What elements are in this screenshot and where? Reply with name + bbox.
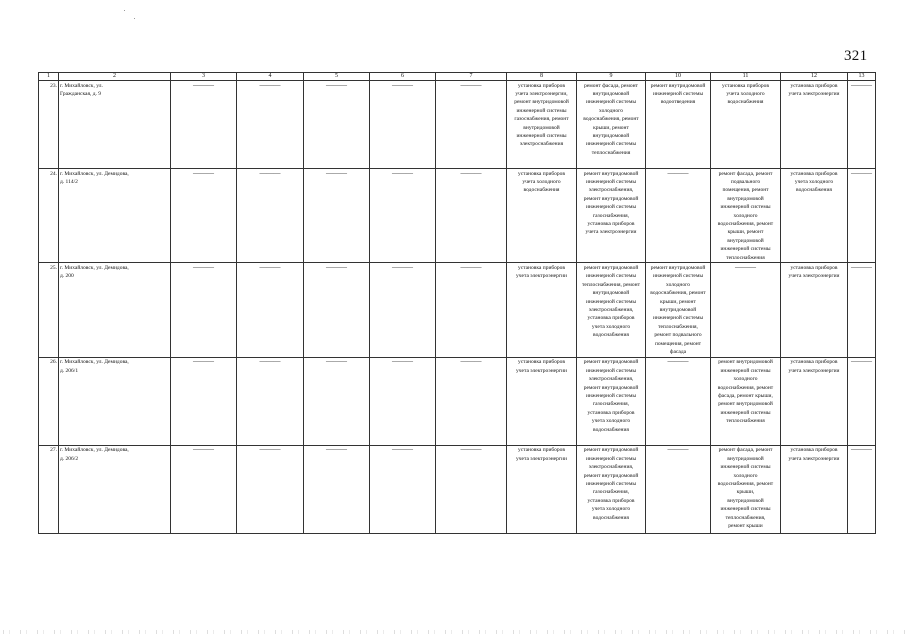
- column-number-cell: 7: [436, 73, 507, 81]
- empty-dash-cell: ———: [171, 263, 237, 357]
- cell-text-line: инженерной системы: [720, 367, 771, 374]
- cell-text-line: помещения, ремонт: [654, 340, 702, 347]
- cell-text-line: водоснабжения, ремонт: [583, 116, 639, 123]
- cell-text-line: инженерной системы: [720, 506, 771, 513]
- cell-text-line: внутридомовой: [659, 307, 697, 313]
- cell-text-line: газоснабжения, ремонт: [514, 116, 569, 123]
- cell-text-line: инженерной системы: [585, 298, 637, 305]
- cell-text-line: г. Михайловск, ул. Демидова,: [60, 170, 129, 177]
- table-row: [39, 263, 876, 357]
- cell-text-line: инженерной системы: [585, 393, 637, 400]
- work-type-cell: [577, 445, 646, 533]
- cell-text-line: внутридомовой: [727, 497, 764, 504]
- empty-dash-cell: ———: [646, 169, 711, 263]
- cell-text-line: г. Михайловск, ул. Демидова,: [60, 447, 129, 454]
- work-type-cell: [507, 263, 577, 357]
- column-number-cell: 8: [507, 73, 577, 81]
- empty-dash-cell: ———: [370, 169, 436, 263]
- work-type-cell: [781, 169, 848, 263]
- cell-text-line: установка приборов: [517, 82, 566, 89]
- empty-dash-cell: ———: [370, 357, 436, 445]
- cell-text-line: д. 200: [60, 273, 74, 280]
- cell-text-line: электроснабжения,: [588, 307, 634, 313]
- page-number: 321: [844, 48, 868, 64]
- work-type-cell: [577, 169, 646, 263]
- empty-dash-cell: ———: [370, 445, 436, 533]
- cell-text-line: подвального: [730, 178, 761, 185]
- cell-text-line: установка приборов: [587, 315, 635, 322]
- column-number-row: [39, 73, 876, 81]
- cell-text-line: теплоснабжения: [726, 254, 765, 261]
- address-cell: [59, 169, 171, 263]
- cell-text-line: газоснабжения,: [592, 489, 630, 496]
- empty-dash-cell: ———: [436, 357, 507, 445]
- column-number-cell: 9: [577, 73, 646, 81]
- empty-dash-cell: ———: [436, 169, 507, 263]
- empty-dash-cell: ———: [171, 81, 237, 169]
- empty-dash-cell: ———: [646, 357, 711, 445]
- work-type-cell: [577, 263, 646, 357]
- cell-text-line: водоснабжения: [727, 99, 764, 106]
- cell-text-line: электроснабжения,: [588, 376, 634, 383]
- empty-dash-cell: ———: [848, 263, 876, 357]
- scan-edge-noise: [0, 630, 905, 634]
- cell-text-line: теплоснабжения: [726, 418, 765, 425]
- table-row: [39, 169, 876, 263]
- cell-text-line: инженерной системы: [585, 204, 637, 211]
- cell-text-line: учета холодного: [726, 90, 765, 97]
- cell-text-line: ремонт фасада, ремонт: [718, 447, 773, 454]
- cell-text-line: ремонт фасада, ремонт: [584, 82, 638, 89]
- cell-text-line: ремонт внутридомовой: [583, 359, 639, 366]
- cell-text-line: водоснабжения: [593, 514, 629, 521]
- column-number-cell: 10: [646, 73, 711, 81]
- empty-dash-cell: ———: [237, 169, 304, 263]
- cell-text-line: ремонт внутридомовой: [583, 384, 639, 391]
- cell-text-line: помещения, ремонт: [722, 187, 769, 194]
- work-type-cell: [646, 263, 711, 357]
- cell-text-line: фасада: [669, 349, 687, 356]
- cell-text-line: ремонт внутридомовой: [583, 195, 639, 202]
- cell-text-line: водоснабжения, ремонт: [717, 481, 774, 488]
- work-type-cell: [507, 81, 577, 169]
- cell-text-line: д. 206/2: [60, 455, 79, 462]
- cell-text-line: внутридомовой: [727, 455, 764, 462]
- scan-artifact: [134, 18, 135, 19]
- work-type-cell: [781, 445, 848, 533]
- cell-text-line: внутридомовой: [523, 124, 560, 131]
- work-type-cell: [711, 169, 781, 263]
- cell-text-line: газоснабжения,: [592, 212, 630, 219]
- cell-text-line: инженерной системы: [585, 367, 637, 374]
- cell-text-line: водоснабжения: [593, 426, 629, 433]
- cell-text-line: инженерной системы: [516, 107, 567, 114]
- work-plan-table: [38, 72, 876, 534]
- empty-dash-cell: ———: [171, 445, 237, 533]
- work-type-cell: [646, 81, 711, 169]
- cell-text-line: холодного: [733, 212, 758, 219]
- cell-text-line: холодного: [599, 107, 623, 114]
- cell-text-line: инженерной системы: [585, 178, 637, 185]
- work-type-cell: [507, 357, 577, 445]
- cell-text-line: инженерной системы: [585, 141, 637, 148]
- empty-dash-cell: ———: [436, 263, 507, 357]
- table-row: [39, 357, 876, 445]
- cell-text-line: учета электроэнергии: [788, 273, 840, 280]
- work-type-cell: [781, 263, 848, 357]
- cell-text-line: электроснабжения,: [588, 464, 634, 471]
- column-number-cell: 6: [370, 73, 436, 81]
- empty-dash-cell: ———: [848, 169, 876, 263]
- cell-text-line: учета электроэнергии: [516, 367, 567, 374]
- cell-text-line: водоснабжения, ремонт: [717, 220, 774, 227]
- empty-dash-cell: ———: [848, 357, 876, 445]
- cell-text-line: водоснабжения: [523, 187, 560, 194]
- cell-text-line: инженерной системы: [652, 315, 704, 322]
- cell-text-line: инженерной системы: [652, 273, 704, 280]
- column-number-cell: 2: [59, 73, 171, 81]
- cell-text-line: учета электроэнергии: [585, 229, 637, 236]
- cell-text-line: внутридомовой: [727, 195, 764, 202]
- empty-dash-cell: ———: [436, 81, 507, 169]
- column-number-cell: 3: [171, 73, 237, 81]
- empty-dash-cell: ———: [304, 263, 370, 357]
- cell-text-line: установка приборов: [517, 359, 566, 366]
- cell-text-line: газоснабжения,: [592, 401, 630, 408]
- cell-text-line: инженерной системы: [585, 273, 637, 280]
- cell-text-line: учета электроэнергии: [516, 455, 567, 462]
- work-type-cell: [577, 357, 646, 445]
- empty-dash-cell: ———: [848, 81, 876, 169]
- cell-text-line: теплоснабжения: [591, 149, 631, 156]
- work-type-cell: [711, 81, 781, 169]
- cell-text-line: г. Михайловск, ул.: [60, 82, 103, 89]
- cell-text-line: ремонт внутридомовой: [583, 170, 639, 177]
- cell-text-line: ремонт внутридомовой: [514, 99, 569, 106]
- table-row: [39, 445, 876, 533]
- cell-text-line: ремонт подвального: [654, 332, 702, 339]
- cell-text-line: инженерной системы: [652, 90, 704, 97]
- cell-text-line: установка приборов: [587, 497, 635, 504]
- cell-text-line: инженерной системы: [720, 204, 771, 211]
- address-cell: [59, 445, 171, 533]
- cell-text-line: ремонт внутридомовой: [650, 264, 706, 271]
- cell-text-line: водоотведения: [660, 99, 696, 106]
- scan-artifact: [124, 10, 125, 11]
- empty-dash-cell: ———: [237, 445, 304, 533]
- cell-text-line: холодного: [666, 281, 690, 288]
- work-type-cell: [507, 169, 577, 263]
- row-number: 23.: [39, 81, 59, 169]
- cell-text-line: инженерной системы: [585, 99, 637, 106]
- cell-text-line: д. 206/1: [60, 367, 79, 374]
- cell-text-line: инженерной системы: [585, 481, 637, 488]
- cell-text-line: установка приборов: [790, 82, 838, 89]
- table-body: [39, 73, 876, 534]
- cell-text-line: учета холодного: [591, 323, 631, 330]
- cell-text-line: учета электроэнергии: [788, 367, 840, 374]
- cell-text-line: крыши, ремонт: [660, 298, 696, 305]
- column-number-cell: 1: [39, 73, 59, 81]
- empty-dash-cell: ———: [304, 81, 370, 169]
- cell-text-line: установка приборов: [587, 409, 635, 416]
- cell-text-line: водоснабжения, ремонт: [717, 384, 774, 391]
- cell-text-line: установка приборов: [790, 447, 838, 454]
- cell-text-line: крыши, ремонт: [593, 124, 629, 131]
- row-number: 25.: [39, 263, 59, 357]
- cell-text-line: внутридомовой: [592, 90, 630, 97]
- cell-text-line: водоснабжения, ремонт: [650, 290, 706, 297]
- table-row: [39, 81, 876, 169]
- cell-text-line: холодного: [733, 376, 758, 383]
- column-number-cell: 5: [304, 73, 370, 81]
- column-number-cell: 11: [711, 73, 781, 81]
- work-type-cell: [577, 81, 646, 169]
- cell-text-line: учета холодного: [522, 178, 561, 185]
- empty-dash-cell: ———: [304, 169, 370, 263]
- cell-text-line: д. 114/2: [60, 178, 78, 185]
- cell-text-line: учета электроэнергии: [788, 455, 840, 462]
- empty-dash-cell: ———: [237, 357, 304, 445]
- empty-dash-cell: ———: [436, 445, 507, 533]
- cell-text-line: учета электроэнергии: [788, 90, 840, 97]
- cell-text-line: установка приборов: [517, 264, 566, 271]
- cell-text-line: установка приборов: [721, 82, 770, 89]
- cell-text-line: ремонт крыши: [728, 523, 763, 530]
- empty-dash-cell: ———: [237, 263, 304, 357]
- address-cell: [59, 357, 171, 445]
- empty-dash-cell: ———: [370, 263, 436, 357]
- cell-text-line: внутридомовой: [592, 290, 630, 297]
- work-type-cell: [711, 445, 781, 533]
- column-number-cell: 13: [848, 73, 876, 81]
- empty-dash-cell: ———: [370, 81, 436, 169]
- cell-text-line: внутридомовой: [592, 132, 630, 139]
- cell-text-line: электроснабжения,: [588, 187, 634, 194]
- empty-dash-cell: ———: [171, 169, 237, 263]
- cell-text-line: установка приборов: [587, 220, 635, 227]
- cell-text-line: ремонт внутридомовой: [650, 82, 706, 89]
- work-type-cell: [781, 81, 848, 169]
- cell-text-line: учета холодного: [591, 418, 631, 425]
- cell-text-line: электроснабжения: [519, 141, 564, 148]
- cell-text-line: установка приборов: [790, 264, 838, 271]
- cell-text-line: г. Михайловск, ул. Демидова,: [60, 359, 129, 366]
- cell-text-line: инженерной системы: [720, 464, 771, 471]
- cell-text-line: учета электроэнергии: [516, 273, 567, 280]
- cell-text-line: теплоснабжения,: [658, 323, 698, 330]
- cell-text-line: ремонт фасада, ремонт: [718, 170, 773, 177]
- cell-text-line: инженерной системы: [516, 132, 567, 139]
- address-cell: [59, 81, 171, 169]
- row-number: 24.: [39, 169, 59, 263]
- cell-text-line: крыши,: [736, 489, 755, 496]
- column-number-cell: 12: [781, 73, 848, 81]
- empty-dash-cell: ———: [646, 445, 711, 533]
- cell-text-line: ремонт внутридомовой: [718, 401, 773, 408]
- cell-text-line: учета холодного: [794, 178, 834, 185]
- cell-text-line: инженерной системы: [720, 409, 771, 416]
- cell-text-line: фасада, ремонт крыши,: [718, 393, 773, 400]
- cell-text-line: водоснабжения: [593, 332, 629, 339]
- cell-text-line: ремонт внутридомовой: [583, 472, 639, 479]
- work-type-cell: [781, 357, 848, 445]
- empty-dash-cell: ———: [171, 357, 237, 445]
- cell-text-line: учета электроэнергии,: [515, 90, 568, 97]
- cell-text-line: ремонт внутридомовой: [583, 264, 639, 271]
- cell-text-line: инженерной системы: [720, 246, 771, 253]
- work-type-cell: [711, 357, 781, 445]
- cell-text-line: инженерной системы: [585, 455, 637, 462]
- cell-text-line: учета холодного: [591, 506, 631, 513]
- cell-text-line: ремонт внутридомовой: [583, 447, 639, 454]
- cell-text-line: г. Михайловск, ул. Демидова,: [60, 264, 129, 271]
- column-number-cell: 4: [237, 73, 304, 81]
- empty-dash-cell: ———: [304, 357, 370, 445]
- cell-text-line: установка приборов: [790, 170, 838, 177]
- empty-dash-cell: ———: [237, 81, 304, 169]
- row-number: 26.: [39, 357, 59, 445]
- cell-text-line: холодного: [733, 472, 758, 479]
- cell-text-line: крыши, ремонт: [727, 229, 764, 236]
- cell-text-line: установка приборов: [517, 447, 566, 454]
- cell-text-line: водоснабжения: [796, 187, 832, 194]
- cell-text-line: установка приборов: [790, 359, 838, 366]
- cell-text-line: ремонт внутридомовой: [718, 359, 773, 366]
- cell-text-line: теплоснабжения,: [725, 514, 766, 521]
- cell-text-line: установка приборов: [517, 170, 566, 177]
- cell-text-line: теплоснабжения, ремонт: [581, 281, 640, 288]
- cell-text-line: Гражданская, д. 9: [60, 90, 102, 97]
- row-number: 27.: [39, 445, 59, 533]
- empty-dash-cell: ———: [711, 263, 781, 357]
- address-cell: [59, 263, 171, 357]
- work-type-cell: [507, 445, 577, 533]
- empty-dash-cell: ———: [848, 445, 876, 533]
- cell-text-line: внутридомовой: [727, 237, 764, 244]
- empty-dash-cell: ———: [304, 445, 370, 533]
